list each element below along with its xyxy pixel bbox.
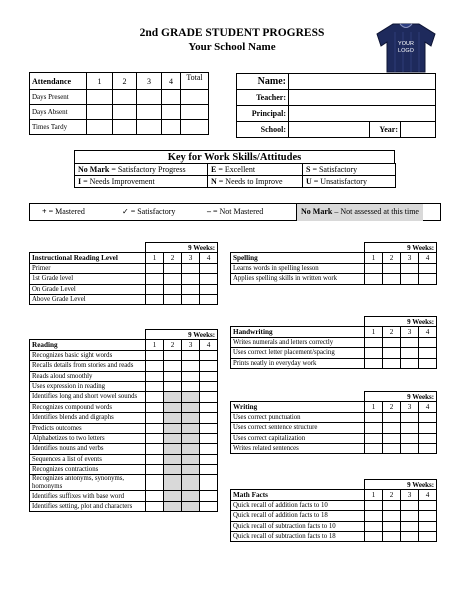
nine-weeks-label: 9 Weeks: xyxy=(365,243,437,253)
table-row xyxy=(30,392,218,402)
grade-cell[interactable] xyxy=(146,444,164,454)
quarter-4: 4 xyxy=(419,253,437,263)
grade-cell[interactable] xyxy=(365,500,383,510)
att-cell[interactable] xyxy=(181,120,209,135)
quarter-1: 1 xyxy=(365,327,383,337)
grade-cell[interactable] xyxy=(365,337,383,347)
total-label: Total xyxy=(181,73,209,90)
grade-cell[interactable] xyxy=(146,263,164,273)
logo-text-2: LOGO xyxy=(398,48,414,54)
name-label: Name: xyxy=(237,74,289,90)
grade-cell[interactable] xyxy=(146,350,164,360)
quarter-3: 3 xyxy=(401,402,419,412)
grade-cell[interactable] xyxy=(182,433,200,443)
skill-label: Uses correct letter placement/spacing xyxy=(231,348,365,358)
grade-cell[interactable] xyxy=(182,350,200,360)
quarter-1: 1 xyxy=(365,490,383,500)
grade-cell[interactable] xyxy=(164,274,182,284)
grade-cell[interactable] xyxy=(383,412,401,422)
times-tardy-label: Times Tardy xyxy=(30,120,87,135)
att-cell[interactable] xyxy=(137,120,162,135)
grade-cell[interactable] xyxy=(146,392,164,402)
att-cell[interactable] xyxy=(181,90,209,105)
skill-label: Recognizes basic sight words xyxy=(30,350,146,360)
grade-cell[interactable] xyxy=(182,491,200,501)
table-row xyxy=(30,454,218,464)
grade-cell[interactable] xyxy=(182,454,200,464)
table-row xyxy=(231,423,437,433)
skill-label: Writes numerals and letters correctly xyxy=(231,337,365,347)
skill-label: Recognizes compound words xyxy=(30,402,146,412)
grade-cell[interactable] xyxy=(383,263,401,273)
legend-not-mastered: – = Not Mastered xyxy=(207,207,264,216)
quarter-2: 2 xyxy=(164,253,182,263)
grade-cell[interactable] xyxy=(164,284,182,294)
table-row xyxy=(30,381,218,391)
grade-cell[interactable] xyxy=(164,491,182,501)
spelling-table xyxy=(230,242,437,285)
principal-field[interactable] xyxy=(289,106,436,122)
days-present-label: Days Present xyxy=(30,90,87,105)
school-field[interactable] xyxy=(289,122,370,138)
table-row xyxy=(30,423,218,433)
table-row xyxy=(231,443,437,453)
grade-cell[interactable] xyxy=(182,465,200,475)
skill-label: Learns words in spelling lesson xyxy=(231,263,365,273)
section-title: Writing xyxy=(231,402,365,412)
grade-cell[interactable] xyxy=(419,511,437,521)
grade-cell[interactable] xyxy=(164,361,182,371)
grade-cell[interactable] xyxy=(200,423,218,433)
grade-cell[interactable] xyxy=(164,465,182,475)
grade-cell[interactable] xyxy=(383,337,401,347)
section-title: Instructional Reading Level xyxy=(30,253,146,263)
math-table xyxy=(230,479,437,542)
table-row xyxy=(231,337,437,347)
grade-cell[interactable] xyxy=(200,392,218,402)
nine-weeks-label: 9 Weeks: xyxy=(146,330,218,340)
section-title: Handwriting xyxy=(231,327,365,337)
grade-cell[interactable] xyxy=(146,381,164,391)
table-row xyxy=(30,501,218,511)
skill-label: Identifies long and short vowel sounds xyxy=(30,392,146,402)
quarter-4: 4 xyxy=(419,490,437,500)
key-needs-improvement: I = Needs Improvement xyxy=(75,176,208,188)
att-cell[interactable] xyxy=(181,105,209,120)
quarter-4: 4 xyxy=(200,253,218,263)
grade-cell[interactable] xyxy=(182,294,200,304)
nine-weeks-label: 9 Weeks: xyxy=(146,243,218,253)
table-row xyxy=(231,348,437,358)
nine-weeks-label: 9 Weeks: xyxy=(365,480,437,490)
skill-label: Uses correct punctuation xyxy=(231,412,365,422)
quarter-4: 4 xyxy=(419,327,437,337)
grade-cell[interactable] xyxy=(383,521,401,531)
grade-cell[interactable] xyxy=(401,521,419,531)
grade-cell[interactable] xyxy=(401,500,419,510)
skill-label: Above Grade Level xyxy=(30,294,146,304)
skill-label: Alphabetizes to two letters xyxy=(30,433,146,443)
quarter-1: 1 xyxy=(146,253,164,263)
quarter-4: 4 xyxy=(162,73,181,90)
skill-label: Writes related sentences xyxy=(231,443,365,453)
skill-label: Applies spelling skills in written work xyxy=(231,274,365,284)
quarter-2: 2 xyxy=(383,253,401,263)
skill-label: Quick recall of subtraction facts to 18 xyxy=(231,531,365,541)
quarter-2: 2 xyxy=(383,490,401,500)
grade-cell[interactable] xyxy=(200,263,218,273)
grade-cell[interactable] xyxy=(164,402,182,412)
grade-cell[interactable] xyxy=(383,348,401,358)
key-title: Key for Work Skills/Attitudes xyxy=(74,150,395,164)
quarter-1: 1 xyxy=(365,402,383,412)
teacher-label: Teacher: xyxy=(237,90,289,106)
skill-label: Identifies setting, plot and characters xyxy=(30,501,146,511)
quarter-2: 2 xyxy=(383,327,401,337)
skill-label: Identifies suffixes with base word xyxy=(30,491,146,501)
att-cell[interactable] xyxy=(87,90,113,105)
att-cell[interactable] xyxy=(162,105,181,120)
grade-cell[interactable] xyxy=(182,361,200,371)
grade-cell[interactable] xyxy=(146,433,164,443)
marking-legend xyxy=(29,203,441,221)
grade-cell[interactable] xyxy=(164,433,182,443)
writing-table xyxy=(230,391,437,454)
jersey-logo-icon xyxy=(373,22,439,74)
grade-cell[interactable] xyxy=(200,402,218,412)
grade-cell[interactable] xyxy=(419,433,437,443)
grade-cell[interactable] xyxy=(146,361,164,371)
grade-cell[interactable] xyxy=(365,511,383,521)
table-row xyxy=(231,511,437,521)
table-row xyxy=(231,358,437,368)
section-title: Math Facts xyxy=(231,490,365,500)
grade-cell[interactable] xyxy=(401,531,419,541)
grade-cell[interactable] xyxy=(401,263,419,273)
table-row xyxy=(231,521,437,531)
grade-cell[interactable] xyxy=(365,433,383,443)
grade-cell[interactable] xyxy=(146,402,164,412)
school-label: School: xyxy=(237,122,289,138)
quarter-4: 4 xyxy=(419,402,437,412)
grade-cell[interactable] xyxy=(200,371,218,381)
section-title: Spelling xyxy=(231,253,365,263)
nine-weeks-label: 9 Weeks: xyxy=(365,392,437,402)
grade-cell[interactable] xyxy=(200,361,218,371)
att-cell[interactable] xyxy=(113,105,137,120)
grade-cell[interactable] xyxy=(383,423,401,433)
skill-label: Quick recall of addition facts to 18 xyxy=(231,511,365,521)
grade-cell[interactable] xyxy=(146,454,164,464)
grade-cell[interactable] xyxy=(365,531,383,541)
table-row xyxy=(30,402,218,412)
grade-cell[interactable] xyxy=(365,412,383,422)
key-no-mark: No Mark = Satisfactory Progress xyxy=(75,164,208,176)
grade-cell[interactable] xyxy=(419,500,437,510)
grade-cell[interactable] xyxy=(164,294,182,304)
grade-cell[interactable] xyxy=(164,423,182,433)
principal-label: Principal: xyxy=(237,106,289,122)
grade-cell[interactable] xyxy=(200,444,218,454)
grade-cell[interactable] xyxy=(182,371,200,381)
nine-weeks-label: 9 Weeks: xyxy=(365,317,437,327)
grade-cell[interactable] xyxy=(146,491,164,501)
skill-label: On Grade Level xyxy=(30,284,146,294)
quarter-3: 3 xyxy=(137,73,162,90)
teacher-field[interactable] xyxy=(289,90,436,106)
grade-cell[interactable] xyxy=(182,263,200,273)
table-row xyxy=(231,433,437,443)
year-field[interactable] xyxy=(401,122,436,138)
grade-cell[interactable] xyxy=(164,381,182,391)
grade-cell[interactable] xyxy=(419,531,437,541)
att-cell[interactable] xyxy=(137,90,162,105)
quarter-1: 1 xyxy=(365,253,383,263)
grade-cell[interactable] xyxy=(383,358,401,368)
skill-label: Recalls details from stories and reads xyxy=(30,361,146,371)
section-title: Reading xyxy=(30,340,146,350)
grade-cell[interactable] xyxy=(164,392,182,402)
grade-cell[interactable] xyxy=(146,465,164,475)
attendance-label: Attendance xyxy=(30,73,87,90)
quarter-3: 3 xyxy=(182,340,200,350)
check-icon: ✓ xyxy=(122,207,129,216)
skill-label: Identifies nouns and verbs xyxy=(30,444,146,454)
instructional-reading-table xyxy=(29,242,218,305)
grade-cell[interactable] xyxy=(365,358,383,368)
grade-cell[interactable] xyxy=(146,475,164,491)
logo-text-1: YOUR xyxy=(398,41,414,47)
grade-cell[interactable] xyxy=(200,501,218,511)
quarter-3: 3 xyxy=(182,253,200,263)
grade-cell[interactable] xyxy=(182,392,200,402)
grade-cell[interactable] xyxy=(419,443,437,453)
grade-cell[interactable] xyxy=(383,500,401,510)
grade-cell[interactable] xyxy=(164,454,182,464)
skill-label: Identifies blends and digraphs xyxy=(30,413,146,423)
table-row xyxy=(231,500,437,510)
grade-cell[interactable] xyxy=(419,263,437,273)
legend-mastered: + = Mastered xyxy=(42,207,85,216)
grade-cell[interactable] xyxy=(182,501,200,511)
table-row xyxy=(231,412,437,422)
grade-cell[interactable] xyxy=(182,413,200,423)
att-cell[interactable] xyxy=(87,120,113,135)
table-row xyxy=(231,263,437,273)
quarter-4: 4 xyxy=(200,340,218,350)
attendance-table xyxy=(29,72,209,135)
grade-cell[interactable] xyxy=(164,475,182,491)
table-row xyxy=(30,491,218,501)
grade-cell[interactable] xyxy=(164,263,182,273)
skill-label: Uses correct sentence structure xyxy=(231,423,365,433)
school-name: Your School Name xyxy=(188,41,276,53)
grade-cell[interactable] xyxy=(164,371,182,381)
table-row xyxy=(30,284,218,294)
grade-cell[interactable] xyxy=(200,454,218,464)
grade-cell[interactable] xyxy=(200,433,218,443)
grade-cell[interactable] xyxy=(164,444,182,454)
skill-label: Sequences a list of events xyxy=(30,454,146,464)
grade-cell[interactable] xyxy=(200,413,218,423)
skill-label: Predicts outcomes xyxy=(30,423,146,433)
key-table xyxy=(74,163,396,188)
table-row xyxy=(30,350,218,360)
grade-cell[interactable] xyxy=(419,423,437,433)
grade-cell[interactable] xyxy=(401,274,419,284)
grade-cell[interactable] xyxy=(419,412,437,422)
key-excellent: E = Excellent xyxy=(208,164,303,176)
grade-cell[interactable] xyxy=(419,348,437,358)
grade-cell[interactable] xyxy=(419,358,437,368)
grade-cell[interactable] xyxy=(146,423,164,433)
grade-cell[interactable] xyxy=(401,412,419,422)
skill-label: Prints neatly in everyday work xyxy=(231,358,365,368)
grade-cell[interactable] xyxy=(146,413,164,423)
skill-label: Quick recall of subtraction facts to 10 xyxy=(231,521,365,531)
skill-label: Recognizes antonyms, synonyms, homonyms xyxy=(30,475,146,491)
table-row xyxy=(30,433,218,443)
grade-cell[interactable] xyxy=(200,491,218,501)
table-row xyxy=(30,413,218,423)
grade-cell[interactable] xyxy=(146,294,164,304)
table-row xyxy=(231,531,437,541)
grade-cell[interactable] xyxy=(419,337,437,347)
grade-cell[interactable] xyxy=(182,475,200,491)
quarter-3: 3 xyxy=(401,253,419,263)
grade-cell[interactable] xyxy=(401,337,419,347)
table-row xyxy=(30,294,218,304)
year-label: Year: xyxy=(370,122,401,138)
grade-cell[interactable] xyxy=(146,284,164,294)
att-cell[interactable] xyxy=(162,120,181,135)
quarter-1: 1 xyxy=(146,340,164,350)
skill-label: Uses expression in reading xyxy=(30,381,146,391)
grade-cell[interactable] xyxy=(383,443,401,453)
quarter-2: 2 xyxy=(113,73,137,90)
table-row xyxy=(231,274,437,284)
grade-cell[interactable] xyxy=(146,274,164,284)
quarter-3: 3 xyxy=(401,490,419,500)
grade-cell[interactable] xyxy=(401,423,419,433)
grade-cell[interactable] xyxy=(200,294,218,304)
grade-cell[interactable] xyxy=(200,465,218,475)
table-row xyxy=(30,475,218,491)
grade-cell[interactable] xyxy=(401,443,419,453)
skill-label: Primer xyxy=(30,263,146,273)
quarter-2: 2 xyxy=(383,402,401,412)
table-row xyxy=(30,361,218,371)
quarter-3: 3 xyxy=(401,327,419,337)
grade-cell[interactable] xyxy=(383,433,401,443)
att-cell[interactable] xyxy=(162,90,181,105)
grade-cell[interactable] xyxy=(182,274,200,284)
skill-label: Reads aloud smoothly xyxy=(30,371,146,381)
grade-cell[interactable] xyxy=(164,501,182,511)
legend-no-mark: No Mark – Not assessed at this time xyxy=(296,204,423,221)
quarter-2: 2 xyxy=(164,340,182,350)
handwriting-table xyxy=(230,316,437,369)
grade-cell[interactable] xyxy=(200,381,218,391)
grade-cell[interactable] xyxy=(401,433,419,443)
legend-satisfactory: ✓ = Satisfactory xyxy=(122,207,176,216)
grade-cell[interactable] xyxy=(401,348,419,358)
grade-cell[interactable] xyxy=(182,444,200,454)
skill-label: Recognizes contractions xyxy=(30,465,146,475)
grade-cell[interactable] xyxy=(146,501,164,511)
grade-cell[interactable] xyxy=(182,402,200,412)
reading-table xyxy=(29,329,218,512)
grade-cell[interactable] xyxy=(365,521,383,531)
att-cell[interactable] xyxy=(113,90,137,105)
grade-cell[interactable] xyxy=(200,475,218,491)
grade-cell[interactable] xyxy=(383,274,401,284)
grade-cell[interactable] xyxy=(182,381,200,391)
grade-cell[interactable] xyxy=(365,443,383,453)
skill-label: Uses correct capitalization xyxy=(231,433,365,443)
key-needs-to-improve: N = Needs to Improve xyxy=(208,176,303,188)
table-row xyxy=(30,444,218,454)
grade-cell[interactable] xyxy=(419,274,437,284)
grade-cell[interactable] xyxy=(383,531,401,541)
grade-cell[interactable] xyxy=(200,350,218,360)
att-cell[interactable] xyxy=(137,105,162,120)
grade-cell[interactable] xyxy=(365,348,383,358)
key-satisfactory: S = Satisfactory xyxy=(303,164,396,176)
grade-cell[interactable] xyxy=(365,263,383,273)
table-row xyxy=(30,263,218,273)
grade-cell[interactable] xyxy=(365,274,383,284)
table-row xyxy=(30,274,218,284)
grade-cell[interactable] xyxy=(401,511,419,521)
att-cell[interactable] xyxy=(87,105,113,120)
grade-cell[interactable] xyxy=(419,521,437,531)
grade-cell[interactable] xyxy=(164,413,182,423)
grade-cell[interactable] xyxy=(200,284,218,294)
page-title: 2nd GRADE STUDENT PROGRESS xyxy=(139,27,325,39)
grade-cell[interactable] xyxy=(182,284,200,294)
quarter-1: 1 xyxy=(87,73,113,90)
grade-cell[interactable] xyxy=(401,358,419,368)
student-info-table xyxy=(236,73,436,138)
grade-cell[interactable] xyxy=(146,371,164,381)
skill-label: 1st Grade level xyxy=(30,274,146,284)
att-cell[interactable] xyxy=(113,120,137,135)
key-unsatisfactory: U = Unsatisfactory xyxy=(303,176,396,188)
grade-cell[interactable] xyxy=(182,423,200,433)
table-row xyxy=(30,465,218,475)
name-field[interactable] xyxy=(289,74,436,90)
grade-cell[interactable] xyxy=(164,350,182,360)
grade-cell[interactable] xyxy=(365,423,383,433)
grade-cell[interactable] xyxy=(200,274,218,284)
table-row xyxy=(30,371,218,381)
grade-cell[interactable] xyxy=(383,511,401,521)
days-absent-label: Days Absent xyxy=(30,105,87,120)
skill-label: Quick recall of addition facts to 10 xyxy=(231,500,365,510)
